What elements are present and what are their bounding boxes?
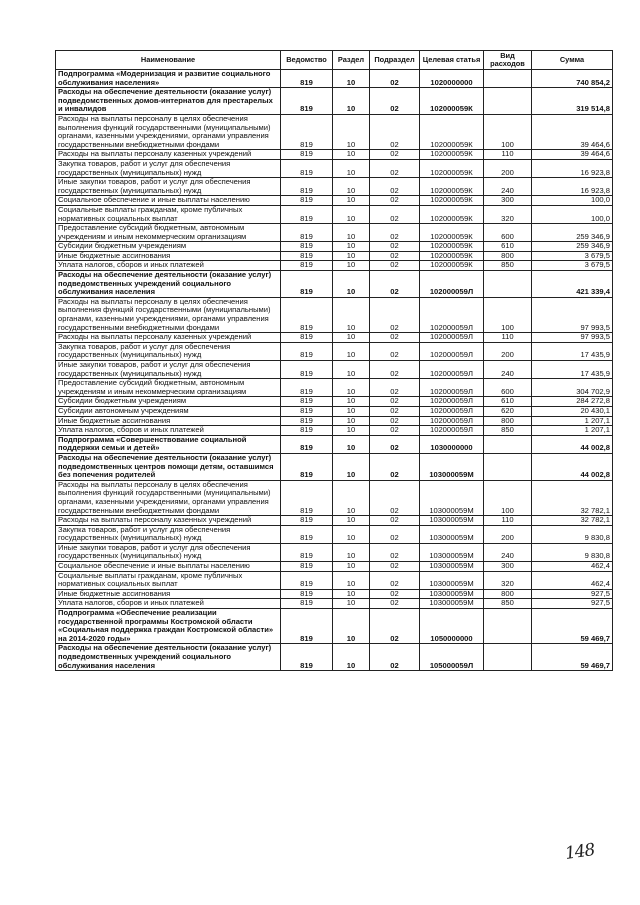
- header-summa: Сумма: [532, 51, 613, 70]
- row-summa: 100,0: [532, 196, 613, 206]
- row-razdel: 10: [333, 205, 370, 223]
- row-vedomstvo: 819: [281, 205, 333, 223]
- budget-table: [55, 50, 613, 671]
- row-vedomstvo: 819: [281, 150, 333, 160]
- row-razdel: 10: [333, 525, 370, 543]
- row-vid: 110: [484, 516, 532, 526]
- row-podrazdel: 02: [370, 562, 420, 572]
- header-vid: Вид расходов: [484, 51, 532, 70]
- row-statya: 102000059К: [420, 224, 484, 242]
- row-podrazdel: 02: [370, 150, 420, 160]
- row-statya: 102000059К: [420, 88, 484, 115]
- row-name: Расходы на обеспечение деятельности (оказание услуг) подведомственных центров помощи детям, оставшимся без попечения родителей: [56, 453, 281, 480]
- row-summa: 740 854,2: [532, 70, 613, 88]
- table-row: [56, 224, 613, 242]
- row-razdel: 10: [333, 251, 370, 261]
- row-name: Расходы на обеспечение деятельности (оказание услуг) подведомственных учреждений социального обслуживания населения: [56, 271, 281, 298]
- row-podrazdel: 02: [370, 178, 420, 196]
- table-row: [56, 379, 613, 397]
- row-name: Субсидии бюджетным учреждениям: [56, 397, 281, 407]
- row-name: Расходы на обеспечение деятельности (оказание услуг) подведомственных учреждений социального обслуживания населения: [56, 644, 281, 671]
- row-statya: 102000059Л: [420, 379, 484, 397]
- row-vedomstvo: 819: [281, 589, 333, 599]
- row-podrazdel: 02: [370, 271, 420, 298]
- row-vid: 600: [484, 224, 532, 242]
- row-statya: 103000059М: [420, 562, 484, 572]
- row-razdel: 10: [333, 361, 370, 379]
- row-podrazdel: 02: [370, 224, 420, 242]
- row-razdel: 10: [333, 516, 370, 526]
- row-razdel: 10: [333, 562, 370, 572]
- table-row: [56, 159, 613, 177]
- row-podrazdel: 02: [370, 599, 420, 609]
- row-vedomstvo: 819: [281, 159, 333, 177]
- row-vedomstvo: 819: [281, 379, 333, 397]
- row-vid: [484, 644, 532, 671]
- row-razdel: 10: [333, 242, 370, 252]
- row-vid: 320: [484, 571, 532, 589]
- row-vedomstvo: 819: [281, 333, 333, 343]
- table-row: [56, 516, 613, 526]
- row-vedomstvo: 819: [281, 453, 333, 480]
- table-row: [56, 525, 613, 543]
- row-summa: 59 469,7: [532, 644, 613, 671]
- table-row: [56, 416, 613, 426]
- row-vedomstvo: 819: [281, 251, 333, 261]
- row-podrazdel: 02: [370, 297, 420, 332]
- row-vedomstvo: 819: [281, 644, 333, 671]
- row-statya: 102000059К: [420, 251, 484, 261]
- row-statya: 102000059К: [420, 150, 484, 160]
- row-vid: 300: [484, 562, 532, 572]
- row-summa: 3 679,5: [532, 251, 613, 261]
- row-summa: 17 435,9: [532, 342, 613, 360]
- table-row: [56, 333, 613, 343]
- row-statya: 105000059Л: [420, 644, 484, 671]
- row-name: Социальные выплаты гражданам, кроме публичных нормативных социальных выплат: [56, 205, 281, 223]
- row-summa: 284 272,8: [532, 397, 613, 407]
- row-razdel: 10: [333, 114, 370, 149]
- row-statya: 102000059Л: [420, 426, 484, 436]
- table-header-row: [56, 51, 613, 70]
- row-vedomstvo: 819: [281, 342, 333, 360]
- row-name: Расходы на обеспечение деятельности (оказание услуг) подведомственных домов-интернатов для престарелых и инвалидов: [56, 88, 281, 115]
- row-summa: 16 923,8: [532, 178, 613, 196]
- row-vid: 200: [484, 342, 532, 360]
- row-summa: 32 782,1: [532, 480, 613, 515]
- row-name: Уплата налогов, сборов и иных платежей: [56, 599, 281, 609]
- row-vid: 200: [484, 159, 532, 177]
- row-razdel: 10: [333, 397, 370, 407]
- table-row: [56, 562, 613, 572]
- table-row: [56, 70, 613, 88]
- row-podrazdel: 02: [370, 342, 420, 360]
- row-vid: 110: [484, 150, 532, 160]
- row-name: Подпрограмма «Совершенствование социальной поддержки семьи и детей»: [56, 435, 281, 453]
- row-statya: 102000059К: [420, 261, 484, 271]
- row-podrazdel: 02: [370, 480, 420, 515]
- table-row: [56, 178, 613, 196]
- row-statya: 102000059Л: [420, 397, 484, 407]
- row-summa: 44 002,8: [532, 435, 613, 453]
- row-summa: 39 464,6: [532, 150, 613, 160]
- table-row: [56, 271, 613, 298]
- table-row: [56, 453, 613, 480]
- row-podrazdel: 02: [370, 416, 420, 426]
- row-statya: 1050000000: [420, 609, 484, 644]
- row-statya: 102000059Л: [420, 416, 484, 426]
- row-vid: 800: [484, 251, 532, 261]
- row-summa: 97 993,5: [532, 297, 613, 332]
- row-vedomstvo: 819: [281, 297, 333, 332]
- table-row: [56, 205, 613, 223]
- table-row: [56, 426, 613, 436]
- row-vid: 200: [484, 525, 532, 543]
- table-row: [56, 589, 613, 599]
- row-podrazdel: 02: [370, 426, 420, 436]
- row-statya: 102000059Л: [420, 333, 484, 343]
- row-summa: 259 346,9: [532, 224, 613, 242]
- row-statya: 103000059М: [420, 571, 484, 589]
- row-razdel: 10: [333, 406, 370, 416]
- row-razdel: 10: [333, 379, 370, 397]
- table-row: [56, 543, 613, 561]
- row-name: Предоставление субсидий бюджетным, автономным учреждениям и иным некоммерческим организациям: [56, 224, 281, 242]
- row-vedomstvo: 819: [281, 271, 333, 298]
- row-name: Расходы на выплаты персоналу в целях обеспечения выполнения функций государственными (муниципальными) органами, казенными учреждениями, органами управления государственными внебюджетными фондами: [56, 114, 281, 149]
- row-name: Закупка товаров, работ и услуг для обеспечения государственных (муниципальных) нужд: [56, 342, 281, 360]
- row-statya: 103000059М: [420, 453, 484, 480]
- row-razdel: 10: [333, 435, 370, 453]
- row-summa: 259 346,9: [532, 242, 613, 252]
- row-name: Уплата налогов, сборов и иных платежей: [56, 426, 281, 436]
- row-vid: 610: [484, 242, 532, 252]
- row-podrazdel: 02: [370, 205, 420, 223]
- row-summa: 16 923,8: [532, 159, 613, 177]
- row-statya: 103000059М: [420, 525, 484, 543]
- row-name: Подпрограмма «Модернизация и развитие социального обслуживания населения»: [56, 70, 281, 88]
- row-summa: 17 435,9: [532, 361, 613, 379]
- row-vedomstvo: 819: [281, 516, 333, 526]
- row-razdel: 10: [333, 159, 370, 177]
- row-razdel: 10: [333, 480, 370, 515]
- table-row: [56, 397, 613, 407]
- row-statya: 102000059К: [420, 196, 484, 206]
- row-vid: 800: [484, 416, 532, 426]
- row-statya: 102000059Л: [420, 406, 484, 416]
- row-podrazdel: 02: [370, 70, 420, 88]
- row-vid: 110: [484, 333, 532, 343]
- row-razdel: 10: [333, 589, 370, 599]
- row-vedomstvo: 819: [281, 397, 333, 407]
- row-razdel: 10: [333, 416, 370, 426]
- row-vid: 800: [484, 589, 532, 599]
- table-row: [56, 88, 613, 115]
- row-summa: 462,4: [532, 562, 613, 572]
- row-summa: 32 782,1: [532, 516, 613, 526]
- row-summa: 20 430,1: [532, 406, 613, 416]
- row-name: Расходы на выплаты персоналу казенных учреждений: [56, 516, 281, 526]
- header-name: Наименование: [56, 51, 281, 70]
- row-vid: 610: [484, 397, 532, 407]
- row-podrazdel: 02: [370, 361, 420, 379]
- row-name: Предоставление субсидий бюджетным, автономным учреждениям и иным некоммерческим организациям: [56, 379, 281, 397]
- row-name: Социальное обеспечение и иные выплаты населению: [56, 562, 281, 572]
- row-razdel: 10: [333, 453, 370, 480]
- row-statya: 103000059М: [420, 543, 484, 561]
- row-vedomstvo: 819: [281, 406, 333, 416]
- row-name: Субсидии бюджетным учреждениям: [56, 242, 281, 252]
- row-razdel: 10: [333, 88, 370, 115]
- table-row: [56, 251, 613, 261]
- row-vid: 320: [484, 205, 532, 223]
- table-row: [56, 644, 613, 671]
- row-vedomstvo: 819: [281, 609, 333, 644]
- row-vid: 100: [484, 480, 532, 515]
- row-name: Иные бюджетные ассигнования: [56, 416, 281, 426]
- row-summa: 100,0: [532, 205, 613, 223]
- table-row: [56, 599, 613, 609]
- row-vedomstvo: 819: [281, 361, 333, 379]
- row-vedomstvo: 819: [281, 88, 333, 115]
- row-summa: 3 679,5: [532, 261, 613, 271]
- row-summa: 44 002,8: [532, 453, 613, 480]
- row-statya: 103000059М: [420, 480, 484, 515]
- row-vedomstvo: 819: [281, 435, 333, 453]
- row-podrazdel: 02: [370, 453, 420, 480]
- table-row: [56, 196, 613, 206]
- row-statya: 103000059М: [420, 589, 484, 599]
- table-row: [56, 114, 613, 149]
- row-razdel: 10: [333, 178, 370, 196]
- row-vid: 240: [484, 361, 532, 379]
- page-number: 148: [563, 840, 596, 864]
- row-name: Социальное обеспечение и иные выплаты населению: [56, 196, 281, 206]
- table-body: [56, 70, 613, 671]
- row-podrazdel: 02: [370, 543, 420, 561]
- budget-table-container: [55, 50, 612, 671]
- row-statya: 1020000000: [420, 70, 484, 88]
- row-name: Закупка товаров, работ и услуг для обеспечения государственных (муниципальных) нужд: [56, 525, 281, 543]
- row-vedomstvo: 819: [281, 178, 333, 196]
- row-summa: 927,5: [532, 589, 613, 599]
- table-row: [56, 435, 613, 453]
- row-vedomstvo: 819: [281, 242, 333, 252]
- row-podrazdel: 02: [370, 435, 420, 453]
- row-vedomstvo: 819: [281, 525, 333, 543]
- row-statya: 102000059К: [420, 178, 484, 196]
- row-summa: 462,4: [532, 571, 613, 589]
- row-razdel: 10: [333, 297, 370, 332]
- row-summa: 97 993,5: [532, 333, 613, 343]
- row-vedomstvo: 819: [281, 416, 333, 426]
- row-razdel: 10: [333, 271, 370, 298]
- row-razdel: 10: [333, 609, 370, 644]
- row-statya: 103000059М: [420, 599, 484, 609]
- row-vid: 620: [484, 406, 532, 416]
- table-row: [56, 242, 613, 252]
- row-podrazdel: 02: [370, 88, 420, 115]
- row-statya: 103000059М: [420, 516, 484, 526]
- row-razdel: 10: [333, 333, 370, 343]
- row-podrazdel: 02: [370, 609, 420, 644]
- row-vid: [484, 88, 532, 115]
- row-vedomstvo: 819: [281, 70, 333, 88]
- row-name: Социальные выплаты гражданам, кроме публичных нормативных социальных выплат: [56, 571, 281, 589]
- row-podrazdel: 02: [370, 525, 420, 543]
- header-razdel: Раздел: [333, 51, 370, 70]
- row-summa: 304 702,9: [532, 379, 613, 397]
- row-statya: 102000059К: [420, 114, 484, 149]
- header-statya: Целевая статья: [420, 51, 484, 70]
- row-summa: 927,5: [532, 599, 613, 609]
- row-podrazdel: 02: [370, 242, 420, 252]
- row-vedomstvo: 819: [281, 114, 333, 149]
- row-statya: 102000059Л: [420, 297, 484, 332]
- row-summa: 421 339,4: [532, 271, 613, 298]
- row-podrazdel: 02: [370, 644, 420, 671]
- row-name: Субсидии автономным учреждениям: [56, 406, 281, 416]
- row-podrazdel: 02: [370, 589, 420, 599]
- row-razdel: 10: [333, 70, 370, 88]
- row-name: Иные закупки товаров, работ и услуг для обеспечения государственных (муниципальных) нужд: [56, 543, 281, 561]
- row-vid: 100: [484, 114, 532, 149]
- row-summa: 59 469,7: [532, 609, 613, 644]
- row-vid: [484, 609, 532, 644]
- row-name: Подпрограмма «Обеспечение реализации государственной программы Костромской области «Социальная поддержка граждан Костромской области» на 2014-2020 годы»: [56, 609, 281, 644]
- table-row: [56, 297, 613, 332]
- row-podrazdel: 02: [370, 159, 420, 177]
- row-podrazdel: 02: [370, 516, 420, 526]
- row-razdel: 10: [333, 543, 370, 561]
- table-row: [56, 361, 613, 379]
- row-statya: 102000059Л: [420, 271, 484, 298]
- row-vid: [484, 271, 532, 298]
- row-name: Расходы на выплаты персоналу в целях обеспечения выполнения функций государственными (муниципальными) органами, казенными учреждениями, органами управления государственными внебюджетными фондами: [56, 480, 281, 515]
- row-razdel: 10: [333, 599, 370, 609]
- table-row: [56, 480, 613, 515]
- row-vid: [484, 435, 532, 453]
- row-razdel: 10: [333, 150, 370, 160]
- table-row: [56, 571, 613, 589]
- row-vedomstvo: 819: [281, 543, 333, 561]
- row-summa: 9 830,8: [532, 543, 613, 561]
- row-vedomstvo: 819: [281, 224, 333, 242]
- row-vid: 850: [484, 599, 532, 609]
- row-vedomstvo: 819: [281, 480, 333, 515]
- row-statya: 102000059К: [420, 205, 484, 223]
- table-row: [56, 150, 613, 160]
- row-podrazdel: 02: [370, 333, 420, 343]
- row-summa: 39 464,6: [532, 114, 613, 149]
- row-statya: 102000059Л: [420, 361, 484, 379]
- row-podrazdel: 02: [370, 379, 420, 397]
- row-vedomstvo: 819: [281, 426, 333, 436]
- row-vid: 850: [484, 426, 532, 436]
- row-vedomstvo: 819: [281, 571, 333, 589]
- header-podrazdel: Подраздел: [370, 51, 420, 70]
- row-vid: 600: [484, 379, 532, 397]
- row-vedomstvo: 819: [281, 261, 333, 271]
- table-row: [56, 609, 613, 644]
- row-statya: 1030000000: [420, 435, 484, 453]
- row-statya: 102000059К: [420, 242, 484, 252]
- row-podrazdel: 02: [370, 196, 420, 206]
- row-razdel: 10: [333, 342, 370, 360]
- row-name: Иные закупки товаров, работ и услуг для обеспечения государственных (муниципальных) нужд: [56, 361, 281, 379]
- table-row: [56, 406, 613, 416]
- row-vid: [484, 70, 532, 88]
- row-vid: 100: [484, 297, 532, 332]
- row-vid: 240: [484, 178, 532, 196]
- row-vid: [484, 453, 532, 480]
- row-razdel: 10: [333, 644, 370, 671]
- row-vid: 850: [484, 261, 532, 271]
- row-vedomstvo: 819: [281, 196, 333, 206]
- row-podrazdel: 02: [370, 397, 420, 407]
- header-vedomstvo: Ведомство: [281, 51, 333, 70]
- table-row: [56, 342, 613, 360]
- row-name: Иные закупки товаров, работ и услуг для обеспечения государственных (муниципальных) нужд: [56, 178, 281, 196]
- row-podrazdel: 02: [370, 261, 420, 271]
- row-podrazdel: 02: [370, 114, 420, 149]
- row-statya: 102000059К: [420, 159, 484, 177]
- row-name: Иные бюджетные ассигнования: [56, 589, 281, 599]
- row-summa: 1 207,1: [532, 416, 613, 426]
- table-row: [56, 261, 613, 271]
- row-razdel: 10: [333, 261, 370, 271]
- row-summa: 319 514,8: [532, 88, 613, 115]
- row-name: Закупка товаров, работ и услуг для обеспечения государственных (муниципальных) нужд: [56, 159, 281, 177]
- row-name: Иные бюджетные ассигнования: [56, 251, 281, 261]
- row-vid: 300: [484, 196, 532, 206]
- row-razdel: 10: [333, 426, 370, 436]
- row-vid: 240: [484, 543, 532, 561]
- row-vedomstvo: 819: [281, 599, 333, 609]
- row-summa: 1 207,1: [532, 426, 613, 436]
- row-statya: 102000059Л: [420, 342, 484, 360]
- row-razdel: 10: [333, 571, 370, 589]
- row-razdel: 10: [333, 224, 370, 242]
- row-podrazdel: 02: [370, 571, 420, 589]
- row-podrazdel: 02: [370, 406, 420, 416]
- row-razdel: 10: [333, 196, 370, 206]
- row-name: Расходы на выплаты персоналу в целях обеспечения выполнения функций государственными (муниципальными) органами, казенными учреждениями, органами управления государственными внебюджетными фондами: [56, 297, 281, 332]
- row-summa: 9 830,8: [532, 525, 613, 543]
- row-podrazdel: 02: [370, 251, 420, 261]
- row-name: Уплата налогов, сборов и иных платежей: [56, 261, 281, 271]
- row-name: Расходы на выплаты персоналу казенных учреждений: [56, 150, 281, 160]
- row-name: Расходы на выплаты персоналу казенных учреждений: [56, 333, 281, 343]
- row-vedomstvo: 819: [281, 562, 333, 572]
